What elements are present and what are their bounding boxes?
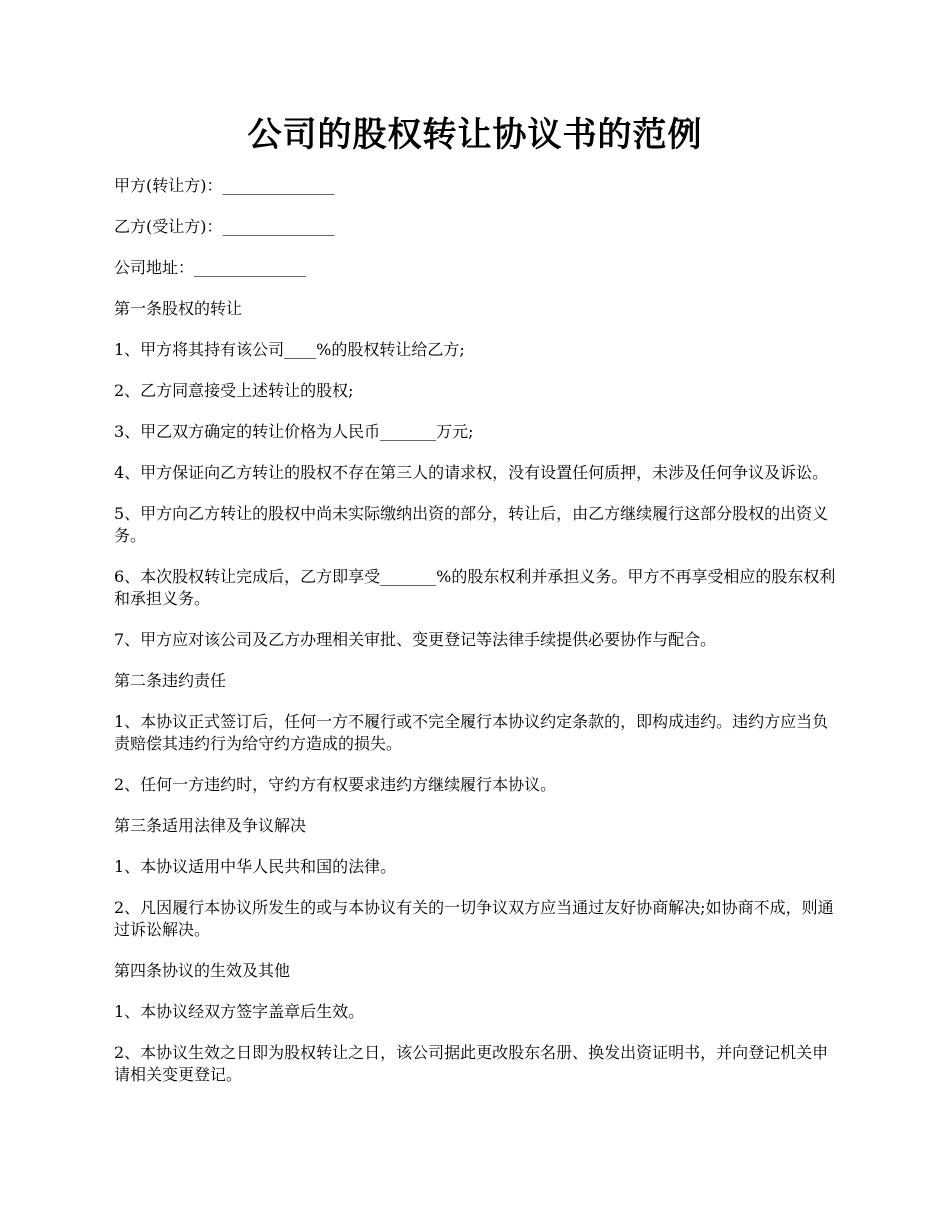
section-heading-4: 第四条协议的生效及其他 — [114, 961, 291, 980]
clause-4-2: 2、本协议生效之日即为股权转让之日，该公司据此更改股东名册、换发出资证明书，并向登记机关申请相关变更登记。 — [114, 1043, 829, 1084]
clause-1-1: 1、甲方将其持有该公司____%的股权转让给乙方; — [114, 340, 465, 359]
clause-2-1: 1、本协议正式签订后，任何一方不履行或不完全履行本协议约定条款的，即构成违约。违约方应当负责赔偿其违约行为给守约方造成的损失。 — [114, 712, 829, 753]
clause-2-2: 2、任何一方违约时，守约方有权要求违约方继续履行本协议。 — [114, 775, 557, 794]
document-body — [114, 175, 836, 1105]
section-heading-3: 第三条适用法律及争议解决 — [114, 816, 307, 835]
document-title: 公司的股权转让协议书的范例 — [247, 115, 703, 155]
section-heading-2: 第二条违约责任 — [114, 671, 227, 690]
clause-1-6: 6、本次股权转让完成后，乙方即享受_______%的股东权利并承担义务。甲方不再享受相应的股东权利和承担义务。 — [114, 567, 836, 608]
clause-4-1: 1、本协议经双方签字盖章后生效。 — [114, 1002, 365, 1021]
section-heading-1: 第一条股权的转让 — [114, 299, 243, 318]
party-b-line: 乙方(受让方)：______________ — [114, 217, 335, 236]
clause-1-7: 7、甲方应对该公司及乙方办理相关审批、变更登记等法律手续提供必要协作与配合。 — [114, 630, 717, 649]
clause-1-5: 5、甲方向乙方转让的股权中尚未实际缴纳出资的部分，转让后，由乙方继续履行这部分股权的出资义务。 — [114, 504, 829, 545]
clause-3-1: 1、本协议适用中华人民共和国的法律。 — [114, 857, 397, 876]
party-a-line: 甲方(转让方)：______________ — [114, 176, 335, 195]
clause-3-2: 2、凡因履行本协议所发生的或与本协议有关的一切争议双方应当通过友好协商解决;如协商不成，则通过诉讼解决。 — [114, 898, 834, 939]
clause-1-2: 2、乙方同意接受上述转让的股权; — [114, 381, 354, 400]
company-address-line: 公司地址：______________ — [114, 258, 307, 277]
clause-1-3: 3、甲乙双方确定的转让价格为人民币_______万元; — [114, 422, 474, 441]
clause-1-4: 4、甲方保证向乙方转让的股权不存在第三人的请求权，没有设置任何质押，未涉及任何争议及诉讼。 — [114, 463, 829, 482]
